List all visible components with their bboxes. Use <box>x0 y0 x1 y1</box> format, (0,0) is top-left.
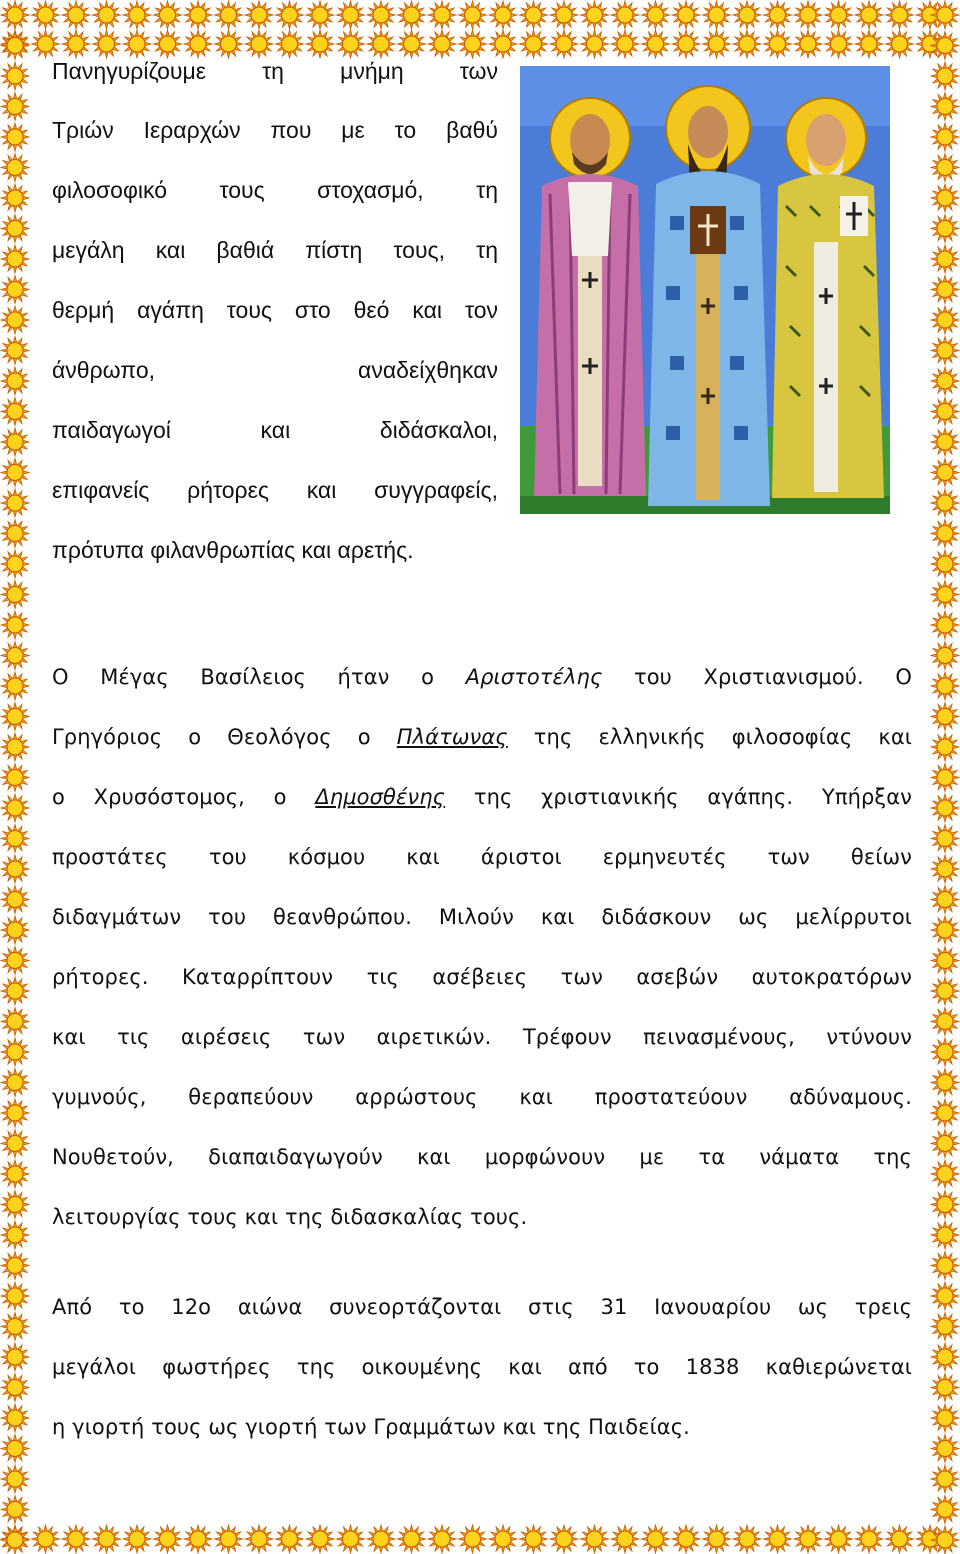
intro-line-3: φιλοσοφικό τους στοχασμό, τη <box>52 177 498 203</box>
intro-line-5: θερμή αγάπη τους στο θεό και τον <box>52 297 498 323</box>
intro-line-1: Πανηγυρίζουμε τη μνήμη των <box>52 58 498 84</box>
para2-line-9: Νουθετούν, διαπαιδαγωγούν και μορφώνουν με τα νάματα της <box>52 1145 912 1169</box>
demosthenes-emphasis: Δημοσθένης <box>315 785 446 809</box>
para2-line-1: Ο Μέγας Βασίλειος ήταν ο Αριστοτέλης του Χριστιανισμού. Ο <box>52 665 913 689</box>
para3-line-3: η γιορτή τους ως γιορτή των Γραμμάτων και της Παιδείας. <box>52 1415 690 1439</box>
intro-line-6: άνθρωπο, αναδείχθηκαν <box>52 357 498 383</box>
intro-line-4: μεγάλη και βαθιά πίστη τους, τη <box>52 237 498 263</box>
para2-line-7: και τις αιρέσεις των αιρετικών. Τρέφουν πεινασμένους, ντύνουν <box>52 1025 912 1049</box>
para2-line-4: προστάτες του κόσμου και άριστοι ερμηνευτές των θείων <box>52 845 912 869</box>
para2-line-5: διδαγμάτων του θεανθρώπου. Μιλούν και διδάσκουν ως μελίρρυτοι <box>52 905 912 929</box>
para2-line-3: ο Χρυσόστομος, ο Δημοσθένης της χριστιανικής αγάπης. Υπήρξαν <box>52 785 912 809</box>
para2-line-6: ρήτορες. Καταρρίπτουν τις ασέβειες των ασεβών αυτοκρατόρων <box>52 965 912 989</box>
intro-line-8: επιφανείς ρήτορες και συγγραφείς, <box>52 477 498 503</box>
plato-emphasis: Πλάτωνας <box>396 725 508 749</box>
para2-line-10: λειτουργίας τους και της διδασκαλίας τους. <box>52 1205 528 1229</box>
aristotle-emphasis: Αριστοτέλης <box>465 665 603 689</box>
para2-line-2: Γρηγόριος ο Θεολόγος ο Πλάτωνας της ελληνικής φιλοσοφίας και <box>52 725 912 749</box>
intro-line-9: πρότυπα φιλανθρωπίας και αρετής. <box>52 537 414 563</box>
para3-line-2: μεγάλοι φωστήρες της οικουμένης και από το 1838 καθιερώνεται <box>52 1355 912 1379</box>
para2-line-8: γυμνούς, θεραπεύουν αρρώστους και προστατεύουν αδύναμους. <box>52 1085 912 1109</box>
three-hierarchs-icon-image <box>520 66 890 514</box>
intro-line-2: Τριών Ιεραρχών που με το βαθύ <box>52 117 498 143</box>
intro-line-7: παιδαγωγοί και διδάσκαλοι, <box>52 417 498 443</box>
para3-line-1: Από το 12ο αιώνα συνεορτάζονται στις 31 Ιανουαρίου ως τρεις <box>52 1295 912 1319</box>
